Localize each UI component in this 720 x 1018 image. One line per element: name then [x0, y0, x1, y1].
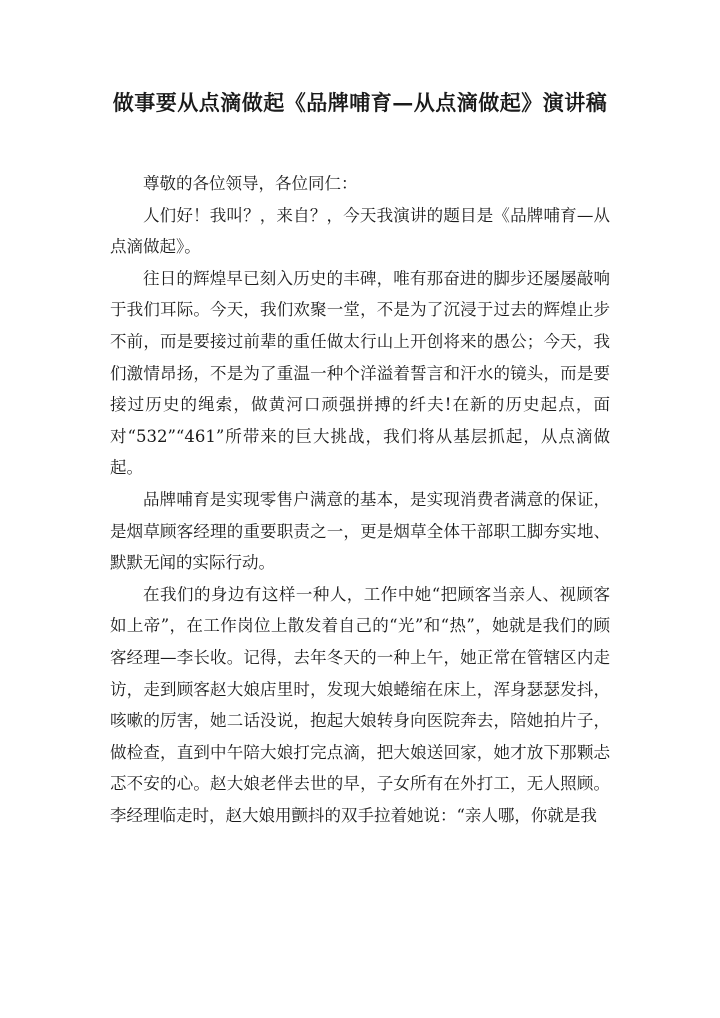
paragraph-greeting: 人们好！我叫？，来自？，今天我演讲的题目是《品牌哺育—从点滴做起》。: [110, 205, 610, 257]
paragraph-customer-manager-story: 在我们的身边有这样一种人，工作中她“把顾客当亲人、视顾客如上帝”，在工作岗位上散发着自己的“光”和“热”，她就是我们的顾客经理—李长收。记得，去年冬天的一种上午，她正常在管辖区内走访，走到顾客赵大娘店里时，发现大娘蜷缩在床上，浑身瑟瑟发抖，咳嗽的厉害，她二话没说，抱起大娘转身向医院奔去，陪她拍片子，做检查，直到中午陪大娘打完点滴，把大娘送回家，她才放下那颗忐忑不安的心。赵大娘老伴去世的早，子女所有在外打工，无人照顾。李经理临走时，赵大娘用颤抖的双手拉着她说：“亲人哪，你就是我: [110, 584, 610, 825]
paragraph-brand-cultivation: 品牌哺育是实现零售户满意的基本，是实现消费者满意的保证，是烟草顾客经理的重要职责之一，更是烟草全体干部职工脚夯实地、默默无闻的实际行动。: [110, 489, 610, 573]
document-body: [110, 168, 610, 831]
document-title: 做事要从点滴做起《品牌哺育—从点滴做起》演讲稿: [112, 90, 608, 115]
paragraph-salutation: 尊敬的各位领导，各位同仁：: [143, 174, 358, 193]
paragraph-history: 往日的辉煌早已刻入历史的丰碑，唯有那奋进的脚步还屡屡敲响于我们耳际。今天，我们欢聚一堂，不是为了沉浸于过去的辉煌止步不前，而是要接过前辈的重任做太行山上开创将来的愚公；今天，我们激情昂扬，不是为了重温一种个洋溢着誓言和汗水的镜头，而是要接过历史的绳索，做黄河口顽强拼搏的纤夫!在新的历史起点，面对“532”“461”所带来的巨大挑战，我们将从基层抓起，从点滴做起。: [110, 268, 610, 478]
